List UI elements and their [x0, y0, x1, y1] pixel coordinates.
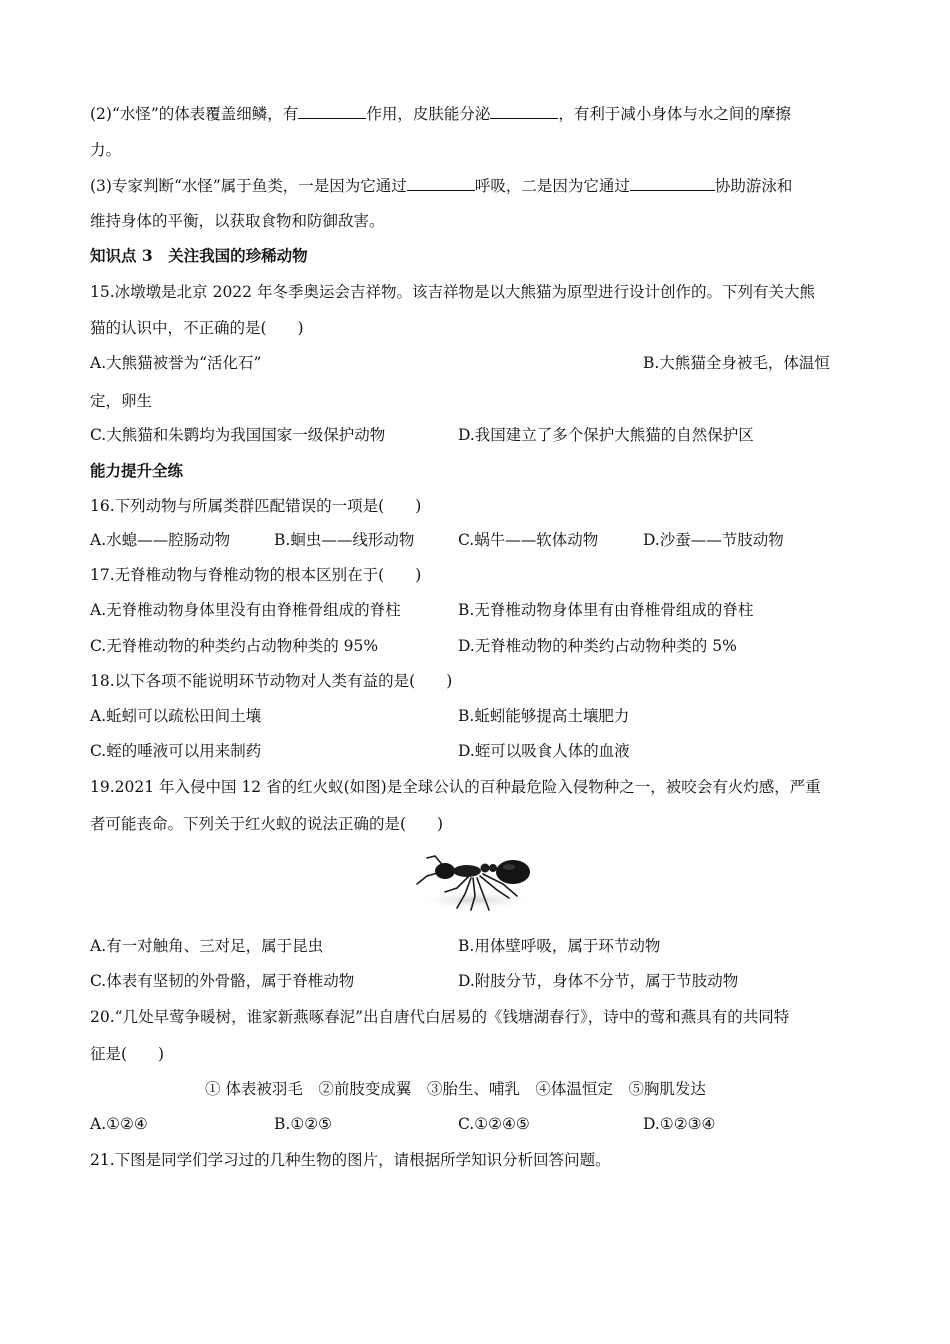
q14-part3-line1: (3)专家判断“水怪”属于鱼类，一是因为它通过 呼吸，二是因为它通过 协助游泳和	[90, 173, 792, 195]
q17-option-b[interactable]: B.无脊椎动物身体里有由脊椎骨组成的脊柱	[458, 601, 754, 619]
q19-option-c[interactable]: C.体表有坚韧的外骨骼，属于脊椎动物	[90, 972, 355, 990]
q16-option-a[interactable]: A.水螅——腔肠动物	[90, 531, 231, 549]
q17-stem: 17.无脊椎动物与脊椎动物的根本区别在于( )	[90, 566, 422, 584]
q16-option-c[interactable]: C.蜗牛——软体动物	[458, 531, 599, 549]
q15-option-d[interactable]: D.我国建立了多个保护大熊猫的自然保护区	[458, 426, 754, 444]
q20-option-a[interactable]: A.①②④	[90, 1115, 148, 1133]
q21-stem: 21.下图是同学们学习过的几种生物的图片，请根据所学知识分析回答问题。	[90, 1151, 611, 1169]
q20-option-d[interactable]: D.①②③④	[643, 1115, 716, 1133]
q19-stem-line1: 19.2021 年入侵中国 12 省的红火蚁(如图)是全球公认的百种最危险入侵物种之一，被咬会有火灼感，严重	[90, 778, 821, 796]
q16-option-b[interactable]: B.蛔虫——线形动物	[274, 531, 415, 549]
q14-part2-line1: (2)“水怪”的体表覆盖细鳞，有 作用，皮肤能分泌 ，有利于减小身体与水之间的摩擦	[90, 101, 791, 123]
fire-ant-image	[405, 838, 540, 916]
q18-option-b[interactable]: B.蚯蚓能够提高土壤肥力	[458, 707, 630, 725]
q16-option-d[interactable]: D.沙蚕——节肢动物	[643, 531, 784, 549]
q15-option-c[interactable]: C.大熊猫和朱鹮均为我国国家一级保护动物	[90, 426, 386, 444]
q19-option-a[interactable]: A.有一对触角、三对足，属于昆虫	[90, 937, 324, 955]
q20-option-b[interactable]: B.①②⑤	[274, 1115, 333, 1133]
q17-option-c[interactable]: C.无脊椎动物的种类约占动物种类的 95%	[90, 637, 379, 655]
q18-option-d[interactable]: D.蛭可以吸食人体的血液	[458, 742, 630, 760]
q15-stem-line2: 猫的认识中，不正确的是( )	[90, 319, 304, 337]
q15-option-b-cont: 定，卵生	[90, 392, 153, 410]
q19-option-d[interactable]: D.附肢分节，身体不分节，属于节肢动物	[458, 972, 739, 990]
q20-option-c[interactable]: C.①②④⑤	[458, 1115, 530, 1133]
answer-blank[interactable]	[490, 101, 558, 119]
section-heading-ability: 能力提升全练	[90, 461, 184, 480]
q20-stem-line2: 征是( )	[90, 1045, 165, 1063]
q17-option-a[interactable]: A.无脊椎动物身体里没有由脊椎骨组成的脊柱	[90, 601, 401, 619]
q20-feature-list: ① 体表被羽毛 ②前肢变成翼 ③胎生、哺乳 ④体温恒定 ⑤胸肌发达	[205, 1080, 706, 1098]
q14-part2-line2: 力。	[90, 141, 122, 159]
q19-stem-line2: 者可能丧命。下列关于红火蚁的说法正确的是( )	[90, 815, 444, 833]
q18-option-c[interactable]: C.蛭的唾液可以用来制药	[90, 742, 262, 760]
q14-part3-line2: 维持身体的平衡，以获取食物和防御敌害。	[90, 212, 385, 230]
q16-stem: 16.下列动物与所属类群匹配错误的一项是( )	[90, 497, 422, 515]
answer-blank[interactable]	[630, 173, 715, 191]
q18-option-a[interactable]: A.蚯蚓可以疏松田间土壤	[90, 707, 262, 725]
section-heading-3: 知识点 3 关注我国的珍稀动物	[90, 246, 308, 265]
answer-blank[interactable]	[298, 101, 366, 119]
q20-stem-line1: 20.“几处早莺争暖树，谁家新燕啄春泥”出自唐代白居易的《钱塘湖春行》，诗中的莺和燕具有的共同特	[90, 1008, 790, 1026]
q15-option-a[interactable]: A.大熊猫被誉为“活化石”	[90, 354, 262, 372]
q18-stem: 18.以下各项不能说明环节动物对人类有益的是( )	[90, 672, 453, 690]
q17-option-d[interactable]: D.无脊椎动物的种类约占动物种类的 5%	[458, 637, 737, 655]
answer-blank[interactable]	[407, 173, 475, 191]
q19-option-b[interactable]: B.用体壁呼吸，属于环节动物	[458, 937, 661, 955]
q15-option-b[interactable]: B.大熊猫全身被毛，体温恒	[643, 354, 830, 372]
q15-stem-line1: 15.冰墩墩是北京 2022 年冬季奥运会吉祥物。该吉祥物是以大熊猫为原型进行设计创作的。下列有关大熊	[90, 283, 815, 301]
